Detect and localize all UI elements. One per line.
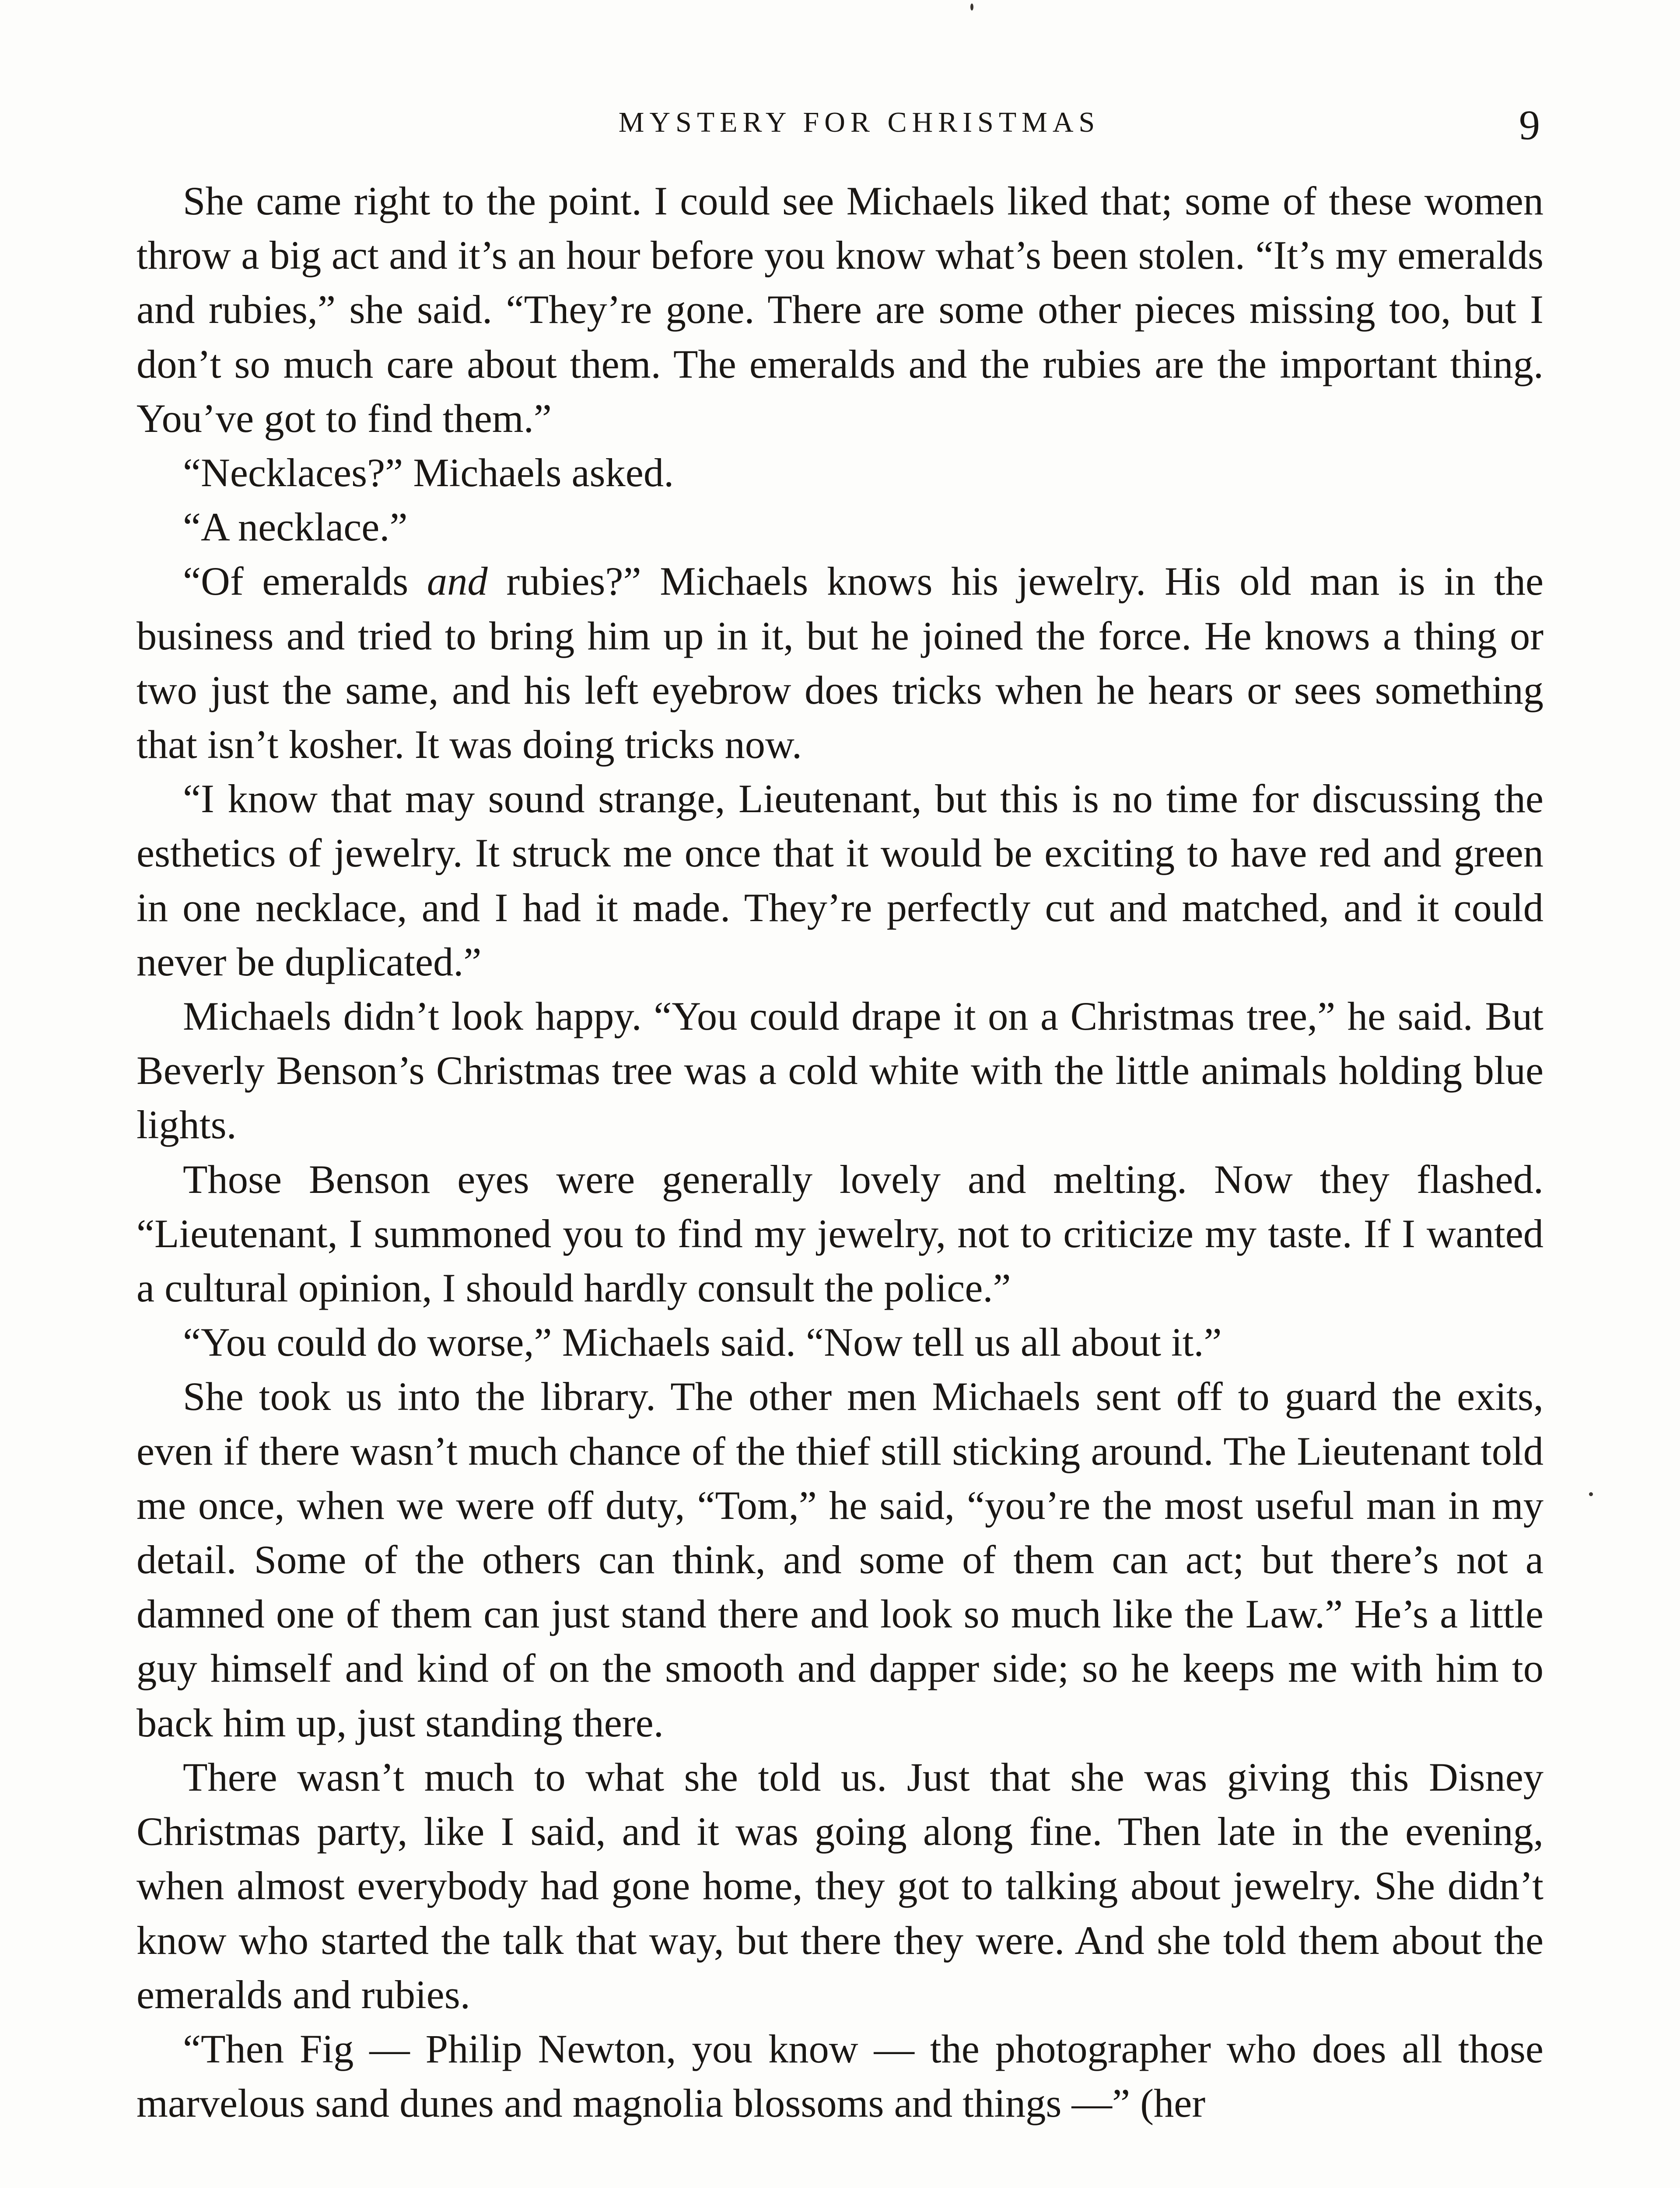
paragraph-9: She took us into the library. The other men Michaels sent off to guard the exits, even if there wasn’t much chance of the thief still sticking around. The Lieutenant told me once, when we were off duty, “Tom,” he said, “you’re the most useful man in my detail. Some of the others can think, and some of them can act; but there’s not a damned one of them can just stand there and look so much like the Law.” He’s a little guy himself and kind of on the smooth and dapper side; so he keeps me with him to back him up, just standing there.: [136, 1375, 1544, 1746]
paragraph-6: Michaels didn’t look happy. “You could drape it on a Christmas tree,” he said. But Beverly Benson’s Christmas tree was a cold white with the little animals holding blue lights.: [136, 994, 1544, 1148]
paragraph-2: “Necklaces?” Michaels asked.: [183, 451, 674, 496]
running-title: MYSTERY FOR CHRISTMAS: [618, 106, 1100, 138]
paragraph-4: “Of emeralds and rubies?” Michaels knows his jewelry. His old man is in the business and tried to bring him up in it, but he joined the force. He knows a thing or two just the same, and his left eyebrow does tricks when he hears or sees something that isn’t kosher. It was doing tricks now.: [136, 559, 1544, 768]
paragraph-8: “You could do worse,” Michaels said. “Now tell us all about it.”: [183, 1320, 1222, 1365]
paragraph-3: “A necklace.”: [183, 505, 408, 550]
paragraph-10: There wasn’t much to what she told us. Just that she was giving this Disney Christmas party, like I said, and it was going along fine. Then late in the evening, when almost everybody had gone home, they got to talking about jewelry. She didn’t know who started the talk that way, but there they were. And she told them about the emeralds and rubies.: [136, 1755, 1544, 2017]
ink-speck: [970, 4, 973, 11]
paragraph-1: She came right to the point. I could see Michaels liked that; some of these women throw a big act and it’s an hour before you know what’s been stolen. “It’s my emeralds and rubies,” she said. “They’re gone. There are some other pieces missing too, but I don’t so much care about them. The emeralds and the rubies are the important thing. You’ve got to find them.”: [136, 179, 1544, 441]
page-header: [178, 101, 1540, 153]
page-number: 9: [1519, 102, 1540, 148]
ink-speck: [1589, 1492, 1593, 1496]
paragraph-11: “Then Fig — Philip Newton, you know — the photographer who does all those marvelous sand dunes and magnolia blossoms and things —” (her: [136, 2027, 1544, 2126]
paragraph-7: Those Benson eyes were generally lovely and melting. Now they flashed. “Lieutenant, I summoned you to find my jewelry, not to criticize my taste. If I wanted a cultural opinion, I should hardly consult the police.”: [136, 1157, 1544, 1311]
emphasis: and: [427, 559, 488, 604]
story-text: [136, 174, 1544, 2131]
paragraph-5: “I know that may sound strange, Lieutenant, but this is no time for discussing the esthetics of jewelry. It struck me once that it would be exciting to have red and green in one necklace, and I had it made. They’re perfectly cut and matched, and it could never be duplicated.”: [136, 777, 1544, 985]
